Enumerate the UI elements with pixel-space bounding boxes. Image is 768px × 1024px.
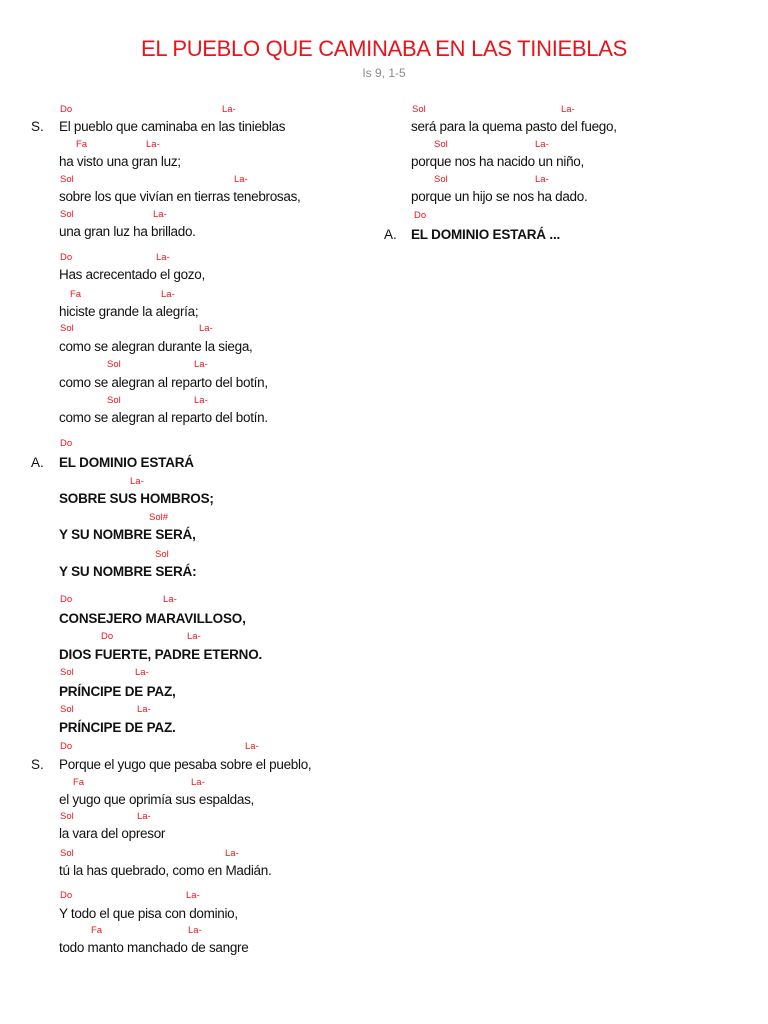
lyric-line: hiciste grande la alegría; (59, 304, 199, 319)
chord: La- (191, 777, 205, 788)
chord: Sol (60, 704, 74, 715)
chord: Sol (412, 104, 426, 115)
scripture-reference: Is 9, 1-5 (362, 66, 406, 80)
chord: La- (194, 395, 208, 406)
lyric-line: Has acrecentado el gozo, (59, 267, 205, 282)
chord: La- (194, 359, 208, 370)
section-marker-solo: S. (31, 757, 44, 772)
chord: Sol (60, 323, 74, 334)
chord: La- (186, 890, 200, 901)
lyric-line: porque nos ha nacido un niño, (411, 154, 584, 169)
lyric-line: tú la has quebrado, como en Madián. (59, 863, 272, 878)
chord: Sol (60, 174, 74, 185)
chord: Do (60, 741, 73, 752)
chord: Do (101, 631, 114, 642)
chord: La- (137, 811, 151, 822)
chord: Do (414, 210, 427, 221)
chord: Fa (70, 289, 82, 300)
chorus-line: DIOS FUERTE, PADRE ETERNO. (59, 647, 263, 662)
chord: La- (187, 631, 201, 642)
lyric-line: porque un hijo se nos ha dado. (411, 189, 588, 204)
lyric-line: todo manto manchado de sangre (59, 940, 249, 955)
section-marker-solo: S. (31, 119, 44, 134)
chord: Fa (91, 925, 103, 936)
chord: Sol (155, 549, 169, 560)
song-title: EL PUEBLO QUE CAMINABA EN LAS TINIEBLAS (141, 36, 627, 61)
chord: La- (137, 704, 151, 715)
lyric-line: como se alegran al reparto del botín. (59, 410, 268, 425)
lyric-line: ha visto una gran luz; (59, 154, 181, 169)
chord: Sol (60, 811, 74, 822)
lyric-line: será para la quema pasto del fuego, (411, 119, 617, 134)
chord: La- (561, 104, 575, 115)
lyric-line: una gran luz ha brillado. (59, 224, 196, 239)
chorus-line: EL DOMINIO ESTARÁ ... (411, 227, 561, 242)
chord: Sol (60, 848, 74, 859)
chord: La- (199, 323, 213, 334)
chord: Sol (107, 359, 121, 370)
chorus-line: EL DOMINIO ESTARÁ (59, 455, 194, 470)
lyric-line: sobre los que vivían en tierras tenebrosas, (59, 189, 301, 204)
chord: La- (535, 139, 549, 150)
section-marker-all: A. (31, 455, 44, 470)
chord: La- (135, 667, 149, 678)
chord: La- (163, 594, 177, 605)
chorus-line: Y SU NOMBRE SERÁ, (59, 527, 196, 542)
chord: Do (60, 104, 73, 115)
chord: Sol (434, 139, 448, 150)
chord: Fa (73, 777, 85, 788)
chorus-line: PRÍNCIPE DE PAZ. (59, 720, 176, 735)
chord: Sol (60, 209, 74, 220)
chord: Do (60, 252, 73, 263)
chord: Do (60, 438, 73, 449)
chord: La- (234, 174, 248, 185)
lyric-line: El pueblo que caminaba en las tinieblas (59, 119, 286, 134)
chorus-line: CONSEJERO MARAVILLOSO, (59, 611, 246, 626)
chord: Do (60, 594, 73, 605)
chord: La- (130, 476, 144, 487)
chord: La- (245, 741, 259, 752)
chord: La- (225, 848, 239, 859)
chorus-line: Y SU NOMBRE SERÁ: (59, 564, 197, 579)
section-marker-all: A. (384, 227, 397, 242)
lyric-line: la vara del opresor (59, 826, 166, 841)
chord: La- (153, 209, 167, 220)
chord: La- (535, 174, 549, 185)
chord: La- (188, 925, 202, 936)
lyric-line: como se alegran durante la siega, (59, 339, 253, 354)
chorus-line: SOBRE SUS HOMBROS; (59, 491, 214, 506)
chord: Sol (434, 174, 448, 185)
chorus-line: PRÍNCIPE DE PAZ, (59, 684, 176, 699)
chord: La- (222, 104, 236, 115)
chord: La- (156, 252, 170, 263)
chord: Sol (60, 667, 74, 678)
chord: Sol# (149, 512, 169, 523)
chord: Do (60, 890, 73, 901)
lyric-line: el yugo que oprimía sus espaldas, (59, 792, 254, 807)
lyric-line: Porque el yugo que pesaba sobre el pueblo, (59, 757, 312, 772)
chord: La- (146, 139, 160, 150)
chord: La- (161, 289, 175, 300)
chord: Fa (76, 139, 88, 150)
lyric-line: Y todo el que pisa con dominio, (59, 906, 238, 921)
chord: Sol (107, 395, 121, 406)
lyric-line: como se alegran al reparto del botín, (59, 375, 268, 390)
